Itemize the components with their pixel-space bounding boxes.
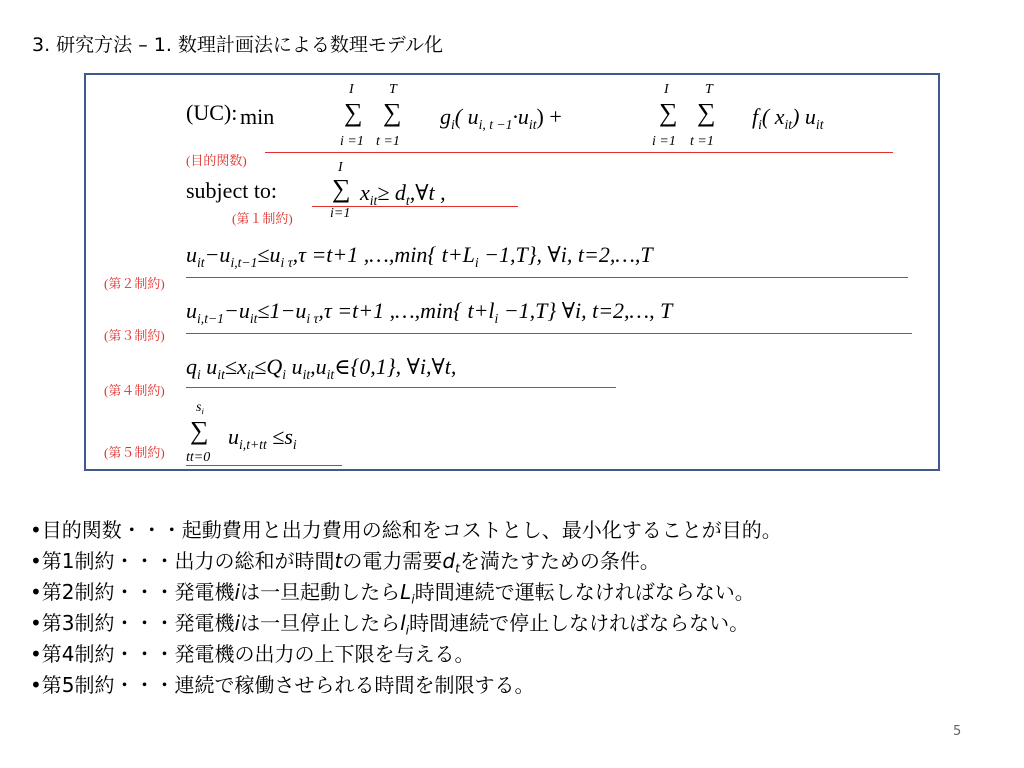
bullet-constraint-4: •第4制約・・・発電機の出力の上下限を与える。 xyxy=(30,642,475,666)
objective-label: (目的関数) xyxy=(186,153,247,168)
sum4-sigma: ∑ xyxy=(697,98,716,127)
c2-label: (第２制約) xyxy=(104,276,165,291)
constraint-3-expr: $u_{i,t-1}-u_{it}\le 1-u_{i \tau},\tau =t+1$ ,…,min{ $t+l_i -1,T$} ∀i, t=2,…, T xyxy=(186,298,673,326)
uc-label: (UC): xyxy=(186,100,238,125)
c2-underline xyxy=(186,277,908,278)
subject-to: subject to: xyxy=(186,178,278,203)
objective-term-startup: $g_i$( $u_{i, t -1}\cdot u_{it}$) + xyxy=(440,104,562,132)
sum3-lower: i =1 xyxy=(652,134,676,149)
c1-sum-upper: I xyxy=(338,160,343,175)
c1-sum-lower: i=1 xyxy=(330,206,351,221)
constraint-5-expr: $u_{i,t+tt} \le s_i$ xyxy=(228,424,297,452)
sum1-upper: I xyxy=(349,82,354,97)
c5-sigma: ∑ xyxy=(190,416,209,445)
constraint-1-expr: $x_{it}\ge$ $d_t,\forall t$ , xyxy=(360,180,446,208)
sum2-sigma: ∑ xyxy=(383,98,402,127)
sum1-sigma: ∑ xyxy=(344,98,363,127)
constraint-4-expr: $q_i$ $u_{it}\le x_{it}\le Q_i$ $u_{it},u_{it}\in\{0,1\}$, ∀i,∀t, xyxy=(186,354,457,382)
formula-box xyxy=(84,73,940,471)
sum4-lower: t =1 xyxy=(690,134,714,149)
constraint-2-expr: $u_{it}-u_{i,t-1}\le u_{i \tau},\tau =t+1$ ,…,min{ $t+L_i -1,T$}, ∀i, t=2,…,T xyxy=(186,242,653,270)
page-number: 5 xyxy=(953,724,962,739)
sum1-lower: i =1 xyxy=(340,134,364,149)
c5-label: (第５制約) xyxy=(104,445,165,460)
sum2-lower: t =1 xyxy=(376,134,400,149)
c1-sigma: ∑ xyxy=(332,174,351,203)
bullet-constraint-2: •第2制約・・・発電機iは一旦起動したら$L_i$時間連続で運転しなければならない。 xyxy=(30,580,755,607)
c3-label: (第３制約) xyxy=(104,328,165,343)
c5-sum-upper: $s_i$ xyxy=(196,400,204,417)
slide-title: 3. 研究方法 – 1. 数理計画法による数理モデル化 xyxy=(32,34,443,56)
c4-label: (第４制約) xyxy=(104,383,165,398)
objective-underline xyxy=(265,152,893,153)
bullet-objective: •目的関数・・・起動費用と出力費用の総和をコストとし、最小化することが目的。 xyxy=(30,518,782,542)
min-operator: min xyxy=(240,104,275,129)
sum3-upper: I xyxy=(664,82,669,97)
bullet-constraint-1: •第1制約・・・出力の総和が時間tの電力需要$d_t$を満たすための条件。 xyxy=(30,549,660,576)
sum2-upper: T xyxy=(389,82,397,97)
c1-label: (第１制約) xyxy=(232,211,293,226)
c5-underline xyxy=(186,465,342,466)
sum4-upper: T xyxy=(705,82,713,97)
c4-underline xyxy=(186,387,616,388)
bullet-constraint-3: •第3制約・・・発電機iは一旦停止したら$l_i$時間連続で停止しなければならない。 xyxy=(30,611,750,638)
c3-underline xyxy=(186,333,912,334)
sum3-sigma: ∑ xyxy=(659,98,678,127)
objective-term-output: $f_i$( $x_{it}$) $u_{it}$ xyxy=(752,104,824,132)
bullet-constraint-5: •第5制約・・・連続で稼働させられる時間を制限する。 xyxy=(30,673,535,697)
c5-sum-lower: tt=0 xyxy=(186,450,211,465)
c1-underline xyxy=(312,206,518,207)
